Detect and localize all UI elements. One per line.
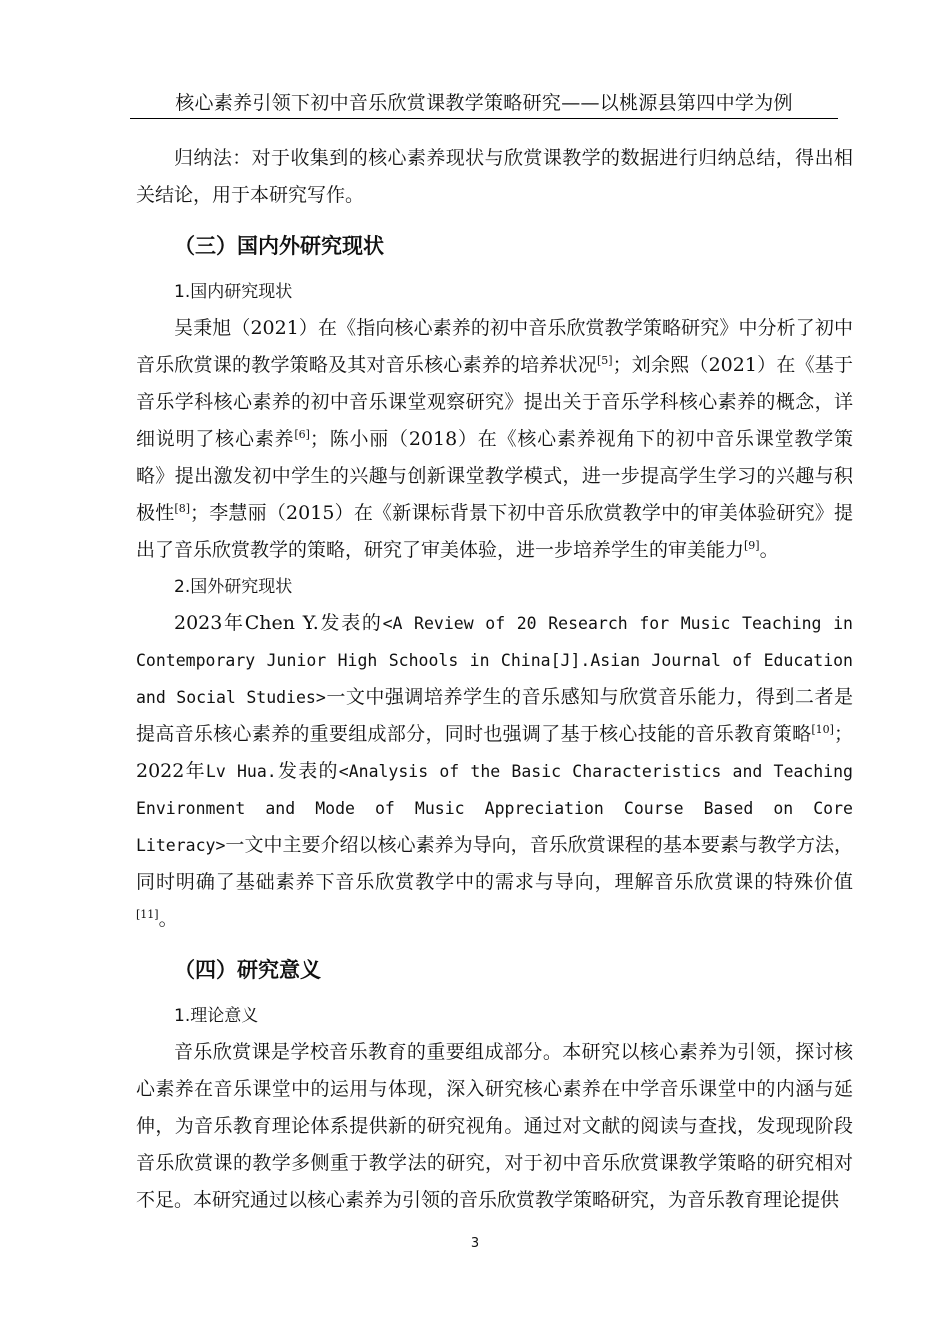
text-run: ；李慧丽（2015）在《新课标背景下初中音乐欣赏教学中的审美体验研究》提出了音乐欣赏教学的策略，研究了审美体验，进一步培养学生的审美能力	[136, 502, 853, 561]
section-heading-research-status: （三）国内外研究现状	[174, 234, 384, 258]
text-run: 。	[158, 908, 178, 930]
theoretical-significance-paragraph: 音乐欣赏课是学校音乐教育的重要组成部分。本研究以核心素养为引领，探讨核心素养在音乐课堂中的运用与体现，深入研究核心素养在中学音乐课堂中的内涵与延伸，为音乐教育理论体系提供新的研究视角。通过对文献的阅读与查找，发现现阶段音乐欣赏课的教学多侧重于教学法的研究，对于初中音乐欣赏课教学策略的研究相对不足。本研究通过以核心素养为引领的音乐欣赏教学策略研究，为音乐教育理论提供	[136, 1041, 853, 1211]
text-run: 一文中强调培养学生的音乐感知与欣赏音乐能力，得到二者是提高音乐核心素养的重要组成部分，同时也强调了基于核心技能的音乐教育策略	[136, 686, 853, 745]
text-run: 2023年Chen Y.发表的	[174, 612, 383, 634]
page-body	[136, 140, 853, 1219]
citation-5: [5]	[596, 354, 613, 367]
text-run: 发表的	[276, 760, 339, 782]
domestic-research-paragraph	[136, 310, 853, 569]
citation-11: [11]	[136, 908, 159, 921]
page-number: 3	[470, 1236, 480, 1251]
subheading-theoretical-significance: 1.理论意义	[174, 1006, 259, 1026]
english-title-lv: <Analysis of the Basic Characteristics and Teaching Environment and Mode of Music Appreciation Course Based on Core Literacy>	[136, 762, 853, 855]
citation-6: [6]	[294, 428, 310, 441]
citation-8: [8]	[174, 502, 191, 515]
running-header-title: 核心素养引领下初中音乐欣赏课教学策略研究——以桃源县第四中学为例	[175, 92, 793, 114]
english-title-chen: <A Review of 20 Research for Music Teaching in Contemporary Junior High Schools in China[J].Asian Journal of Education and Social Studies>	[136, 614, 853, 707]
text-run: 吴秉旭（2021）在《指向核心素养的初中音乐欣赏教学策略研究》中分析了初中音乐欣赏课的教学策略及其对音乐核心素养的培养状况	[136, 317, 853, 376]
citation-9: [9]	[744, 539, 760, 552]
text-run: ；刘余熙（2021）在《基于音乐学科核心素养的初中音乐课堂观察研究》提出关于音乐学科核心素养的概念，详细说明了核心素养	[136, 354, 853, 450]
subheading-domestic-research: 1.国内研究现状	[174, 282, 293, 302]
text-run: ；陈小丽（2018）在《核心素养视角下的初中音乐课堂教学策略》提出激发初中学生的兴趣与创新课堂教学模式，进一步提高学生学习的兴趣与积极性	[136, 428, 853, 524]
text-run: 。	[759, 539, 779, 561]
section-heading-significance: （四）研究意义	[174, 958, 321, 982]
text-run: ；2022年	[136, 723, 853, 782]
subheading-foreign-research: 2.国外研究现状	[174, 577, 293, 597]
foreign-research-paragraph	[136, 605, 853, 938]
citation-10: [10]	[811, 723, 834, 736]
running-header	[130, 88, 838, 119]
author-lv-hua: Lv Hua.	[205, 762, 277, 781]
text-run: 一文中主要介绍以核心素养为导向，音乐欣赏课程的基本要素与教学方法，同时明确了基础素养下音乐欣赏教学中的需求与导向，理解音乐欣赏课的特殊价值	[136, 834, 853, 893]
induction-method-paragraph: 归纳法：对于收集到的核心素养现状与欣赏课教学的数据进行归纳总结，得出相关结论，用于本研究写作。	[136, 147, 853, 206]
